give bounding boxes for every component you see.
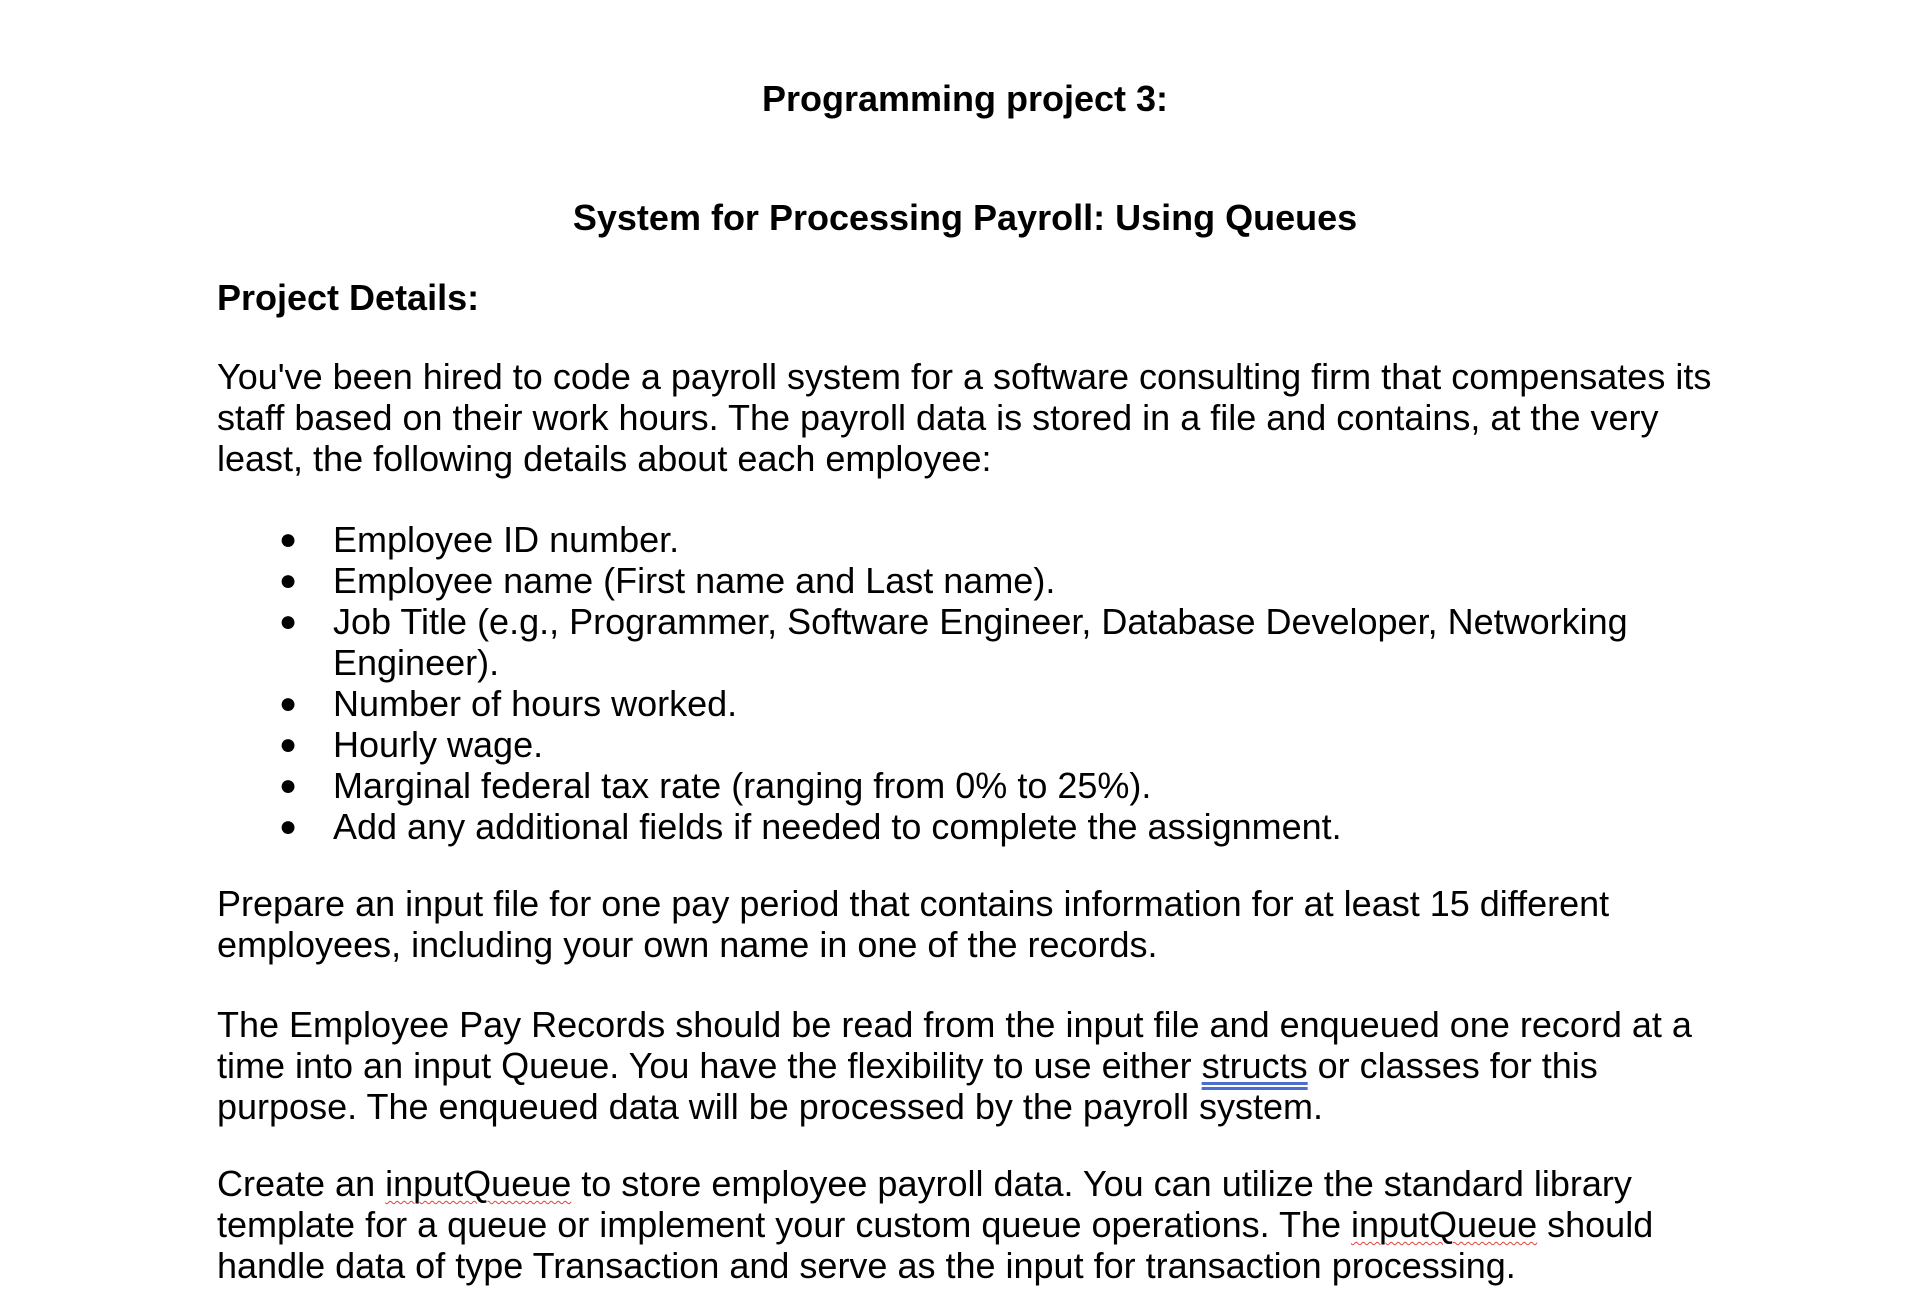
text-line: You've been hired to code a payroll system for a software consulting firm that compensates its	[217, 356, 1712, 397]
text-line: least, the following details about each employee:	[217, 438, 992, 479]
list-item-text: Job Title (e.g., Programmer, Software Engineer, Database Developer, Networking	[333, 601, 1628, 642]
text-segment: should	[1537, 1204, 1654, 1245]
text-segment: to store employee payroll data. You can utilize the standard library	[571, 1163, 1632, 1204]
bullet-icon: ●	[279, 605, 298, 638]
text-line: staff based on their work hours. The payroll data is stored in a file and contains, at the very	[217, 397, 1659, 438]
text-line: Prepare an input file for one pay period that contains information for at least 15 different	[217, 883, 1610, 924]
text-segment: time into an input Queue. You have the flexibility to use either	[217, 1045, 1202, 1086]
bullet-icon: ●	[279, 810, 298, 843]
list-item-text: Hourly wage.	[333, 724, 544, 765]
list-item	[217, 806, 1628, 847]
text-segment: or classes for this	[1307, 1045, 1598, 1086]
queue-records-paragraph	[217, 1004, 1717, 1127]
list-item	[217, 519, 1628, 560]
input-queue-paragraph	[217, 1163, 1717, 1286]
document-title: Programming project 3:	[761, 78, 1169, 119]
spellcheck-flagged-word[interactable]: inputQueue	[1350, 1204, 1538, 1245]
list-item-text: Marginal federal tax rate (ranging from 0% to 25%).	[333, 765, 1152, 806]
list-item-text: Add any additional fields if needed to complete the assignment.	[333, 806, 1342, 847]
spellcheck-flagged-word[interactable]: inputQueue	[385, 1163, 572, 1204]
text-segment: Create an	[217, 1163, 386, 1204]
bullet-icon: ●	[279, 564, 298, 597]
text-line: The Employee Pay Records should be read from the input file and enqueued one record at a	[217, 1004, 1692, 1045]
text-segment: template for a queue or implement your custom queue operations. The	[217, 1204, 1351, 1245]
employee-details-list	[217, 519, 1628, 847]
list-item	[217, 724, 1628, 765]
list-item	[217, 560, 1628, 601]
list-item-text: Engineer).	[333, 642, 500, 683]
document-subtitle: System for Processing Payroll: Using Queues	[572, 197, 1358, 238]
list-item-text: Employee ID number.	[333, 519, 680, 560]
text-line: handle data of type Transaction and serve as the input for transaction processing.	[217, 1245, 1516, 1286]
bullet-icon: ●	[279, 523, 298, 556]
text-line	[217, 1163, 1717, 1204]
bullet-icon: ●	[279, 769, 298, 802]
list-item-text: Employee name (First name and Last name).	[333, 560, 1056, 601]
list-item-text: Number of hours worked.	[333, 683, 738, 724]
text-line	[217, 1045, 1717, 1086]
bullet-icon: ●	[279, 687, 298, 720]
list-item	[217, 683, 1628, 724]
section-heading: Project Details:	[217, 277, 480, 318]
grammar-flagged-word[interactable]: structs	[1201, 1045, 1308, 1086]
bullet-icon: ●	[279, 728, 298, 761]
text-line: employees, including your own name in one of the records.	[217, 924, 1158, 965]
intro-paragraph	[217, 356, 1717, 479]
input-file-paragraph	[217, 883, 1717, 965]
text-line: purpose. The enqueued data will be processed by the payroll system.	[217, 1086, 1323, 1127]
list-item	[217, 601, 1628, 683]
list-item	[217, 765, 1628, 806]
text-line	[217, 1204, 1717, 1245]
